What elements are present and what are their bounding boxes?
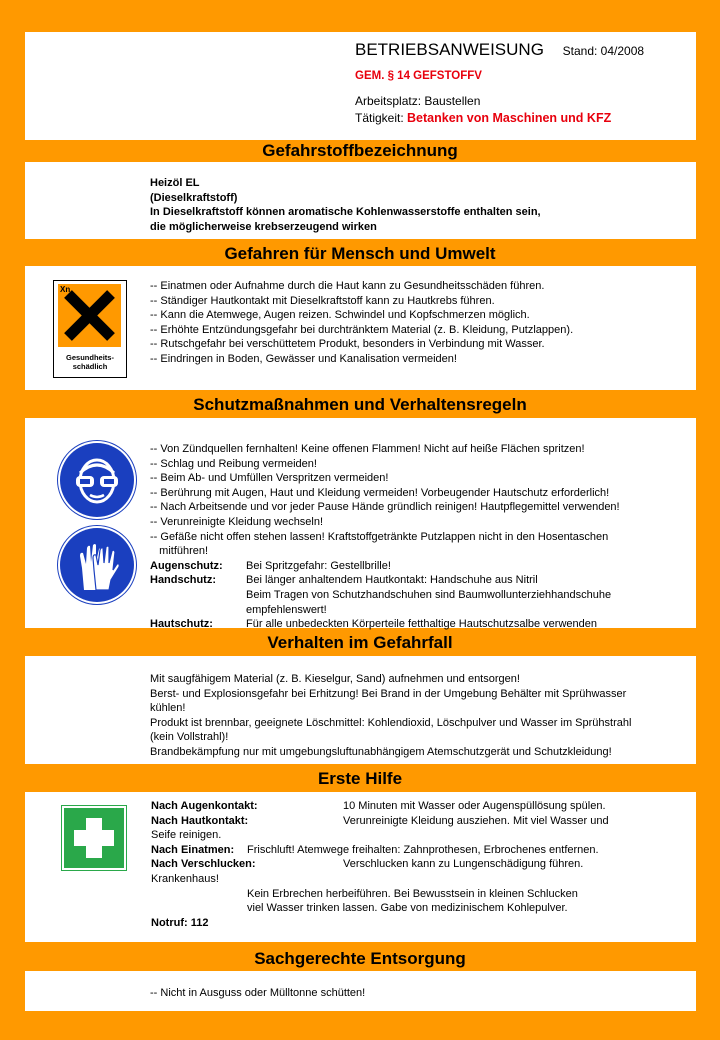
gefahrfall-line: Brandbekämpfung nur mit umgebungsluftunabhängigem Atemschutzgerät und Schutzkleidung!: [150, 745, 612, 758]
augenschutz-label: Augenschutz:: [150, 559, 223, 572]
gefahrstoff-box: [25, 162, 696, 239]
gefahrfall-box: [25, 656, 696, 764]
haut-value: Verunreinigte Kleidung ausziehen. Mit viel Wasser und: [343, 814, 609, 827]
handschutz-label: Handschutz:: [150, 574, 216, 587]
hautschutz-label: Hautschutz:: [150, 618, 213, 631]
gefahren-line: -- Erhöhte Entzündungsgefahr bei durchtränktem Material (z. B. Kleidung, Putzlappen).: [150, 323, 574, 336]
gefahren-text: [150, 279, 573, 367]
entsorgung-box: [25, 971, 696, 1011]
notruf: Notruf: 112: [151, 916, 209, 929]
gefahren-line: -- Rutschgefahr bei verschüttetem Produkt, besonders in Verbindung mit Wasser.: [150, 338, 545, 351]
verschlucken-value: Kein Erbrechen herbeiführen. Bei Bewusstsein in kleinen Schlucken: [247, 887, 578, 900]
schutz-text: [150, 442, 620, 632]
schutz-line: mitführen!: [150, 545, 209, 558]
section-title-gefahrfall: Verhalten im Gefahrfall: [267, 633, 453, 652]
eye-protection-icon: [60, 443, 134, 517]
gefahren-line: -- Eindringen in Boden, Gewässer und Kanalisation vermeiden!: [150, 352, 457, 365]
arbeitsplatz: Arbeitsplatz: Baustellen: [355, 94, 481, 108]
augen-label: Nach Augenkontakt:: [151, 800, 258, 812]
erstehilfe-box: [25, 792, 696, 942]
gefahrstoff-line: die möglicherweise krebserzeugend wirken: [150, 220, 377, 233]
erstehilfe-text: [151, 799, 609, 930]
verschlucken-value: Verschlucken kann zu Lungenschädigung führen.: [343, 858, 584, 871]
einatmen-value: Frischluft! Atemwege freihalten: Zahnprothesen, Erbrochenes entfernen.: [247, 843, 599, 856]
gefahren-line: -- Einatmen oder Aufnahme durch die Haut kann zu Gesundheitsschäden führen.: [150, 280, 545, 292]
hautschutz-row: [150, 617, 620, 632]
haut-value: Seife reinigen.: [151, 829, 222, 842]
stand-text: Stand: 04/2008: [562, 44, 645, 58]
symbol-label-line: schädlich: [72, 362, 108, 371]
verschlucken-value: Krankenhaus!: [151, 872, 219, 885]
gefahrfall-line: kühlen!: [150, 702, 186, 715]
section-title-schutz: Schutzmaßnahmen und Verhaltensregeln: [193, 395, 527, 414]
gefahrstoff-line: Heizöl EL: [150, 177, 200, 189]
verschlucken-value: viel Wasser trinken lassen. Gabe von medizinischem Kohlepulver.: [247, 902, 568, 915]
gefahrfall-text: [150, 672, 631, 760]
gefahren-line: -- Kann die Atemwege, Augen reizen. Schwindel und Kopfschmerzen möglich.: [150, 309, 530, 322]
section-title-gefahren: Gefahren für Mensch und Umwelt: [224, 244, 496, 263]
schutz-line: -- Berührung mit Augen, Haut und Kleidung vermeiden! Vorbeugender Hautschutz erforderlich!: [150, 486, 610, 499]
augenschutz-value: Bei Spritzgefahr: Gestellbrille!: [246, 559, 391, 572]
augen-value: 10 Minuten mit Wasser oder Augenspüllösung spülen.: [343, 800, 606, 812]
title-text: BETRIEBSANWEISUNG: [355, 40, 544, 59]
handschutz-value: Beim Tragen von Schutzhandschuhen sind Baumwollunterziehhandschuhe: [246, 588, 612, 601]
section-title-gefahrstoff: Gefahrstoffbezeichnung: [262, 141, 458, 160]
schutz-line: -- Gefäße nicht offen stehen lassen! Kraftstoffgetränkte Putzlappen nicht in den Hosentaschen: [150, 530, 609, 543]
section-title-erstehilfe: Erste Hilfe: [317, 769, 403, 788]
gefahrfall-line: (kein Vollstrahl)!: [150, 731, 229, 744]
gefahrfall-line: Mit saugfähigem Material (z. B. Kieselgur, Sand) aufnehmen und entsorgen!: [150, 673, 520, 685]
harmful-symbol: [53, 280, 127, 378]
schutz-line: -- Beim Ab- und Umfüllen Verspritzen vermeiden!: [150, 472, 389, 485]
einatmen-label: Nach Einatmen:: [151, 843, 235, 856]
harmful-x-icon: [58, 284, 121, 347]
haut-label: Nach Hautkontakt:: [151, 814, 249, 827]
gefahrstoff-text: [150, 176, 541, 234]
symbol-label-line: Gesundheits-: [66, 353, 114, 362]
taetigkeit-label: Tätigkeit:: [355, 111, 404, 125]
schutz-line: -- Verunreinigte Kleidung wechseln!: [150, 515, 324, 528]
augenschutz-row: [150, 559, 620, 574]
schutz-line: -- Schlag und Reibung vermeiden!: [150, 457, 317, 470]
taetigkeit-value: Betanken von Maschinen und KFZ: [407, 111, 612, 125]
page-title: [355, 40, 644, 61]
gloves-icon: [60, 528, 134, 602]
gefahren-line: -- Ständiger Hautkontakt mit Dieselkraftstoff kann zu Hautkrebs führen.: [150, 294, 495, 307]
schutz-line: -- Von Zündquellen fernhalten! Keine offenen Flammen! Nicht auf heiße Flächen spritzen!: [150, 443, 585, 455]
verschlucken-label: Nach Verschlucken:: [151, 858, 256, 871]
schutz-line: -- Nach Arbeitsende und vor jeder Pause Hände gründlich reinigen! Hautpflegemittel verwenden!: [150, 501, 620, 514]
gefahren-box: [25, 266, 696, 390]
header-box: [25, 32, 696, 140]
handschutz-row: [150, 573, 620, 588]
first-aid-icon: [62, 806, 126, 870]
entsorgung-text: -- Nicht in Ausguss oder Mülltonne schütten!: [150, 987, 366, 999]
subtitle: GEM. § 14 GEFSTOFFV: [355, 70, 482, 82]
gefahrstoff-line: In Dieselkraftstoff können aromatische Kohlenwasserstoffe enthalten sein,: [150, 206, 541, 219]
section-title-entsorgung: Sachgerechte Entsorgung: [254, 949, 466, 968]
symbol-code: Xn: [60, 285, 71, 294]
gefahrstoff-line: (Dieselkraftstoff): [150, 191, 238, 204]
taetigkeit: [355, 111, 611, 126]
gefahrfall-line: Produkt ist brennbar, geeignete Löschmittel: Kohlendioxid, Löschpulver und Wasser im Sprühstrahl: [150, 716, 632, 729]
gefahrfall-line: Berst- und Explosionsgefahr bei Erhitzung! Bei Brand in der Umgebung Behälter mit Sprühwasser: [150, 687, 627, 700]
symbol-label: [54, 353, 126, 371]
handschutz-value: empfehlenswert!: [246, 603, 327, 616]
schutz-box: [25, 418, 696, 631]
handschutz-value: Bei länger anhaltendem Hautkontakt: Handschuhe aus Nitril: [246, 574, 538, 587]
hautschutz-value: Für alle unbedeckten Körperteile fetthaltige Hautschutzsalbe verwenden: [246, 618, 597, 631]
